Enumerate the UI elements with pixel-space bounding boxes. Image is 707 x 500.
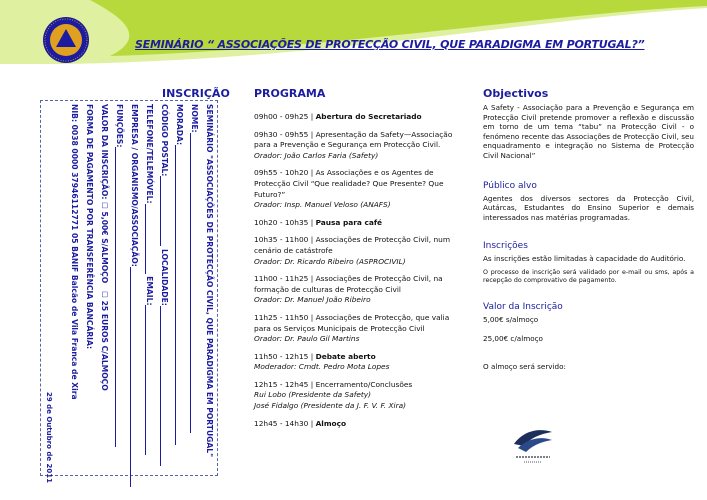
protection-civil-logo (42, 16, 90, 64)
programa-heading: PROGRAMA (254, 87, 326, 100)
programme-speaker: Orador: Dr. Ricardo Ribeiro (ASPROCIVIL) (254, 256, 406, 266)
programme-item: 11h50 - 12h15 | Debate aberto Moderador: Cmdt. Pedro Mota Lopes (254, 352, 460, 373)
form-name-label: NOME: (190, 104, 199, 133)
programme-speaker: Orador: João Carlos Faria (Safety) (254, 150, 379, 160)
form-postal-label: CÓDIGO POSTAL: (160, 104, 169, 177)
restaurant-logo (510, 420, 556, 466)
role-field[interactable] (115, 147, 123, 447)
form-payment-label: FORMA DE PAGAMENTO POR TRANSFERÊNCIA BANCÁRIA: (85, 104, 94, 350)
programme-time: 11h25 - 11h50 (254, 312, 309, 322)
programme-time: 10h35 - 11h00 (254, 235, 309, 245)
programme-item: 10h20 - 10h35 | Pausa para café (254, 217, 383, 227)
programme-item: 11h25 - 11h50 | Associações de Protecção, que valia para os Serviços Municipais de Protecção Civil Orador: Dr. Paulo Gil Martins (254, 313, 460, 345)
inscricao-heading: INSCRIÇÃO (162, 87, 230, 100)
objectives-text: A Safety - Associação para a Prevenção e Segurança em Protecção Civil pretende promover a reflexão e discussão em torno de um tema “tabu” na Protecção Civil - o fenómeno recente das Associações de Protecção Civil, seu enquadramento e integração no Sistema de Protecção Civil Nacional” (483, 103, 694, 160)
audience-heading: Público alvo (483, 180, 537, 191)
programme-time: 12h15 - 12h45 (254, 379, 309, 389)
form-phone-label: TELEFONE/TELEMÓVEL: (145, 104, 154, 204)
programme-time: 09h55 - 10h20 (254, 168, 309, 178)
option-with-lunch: 25 EUROS C/ALMOÇO (100, 300, 109, 391)
price-no-lunch: 5,00€ s/almoço (483, 314, 539, 324)
form-email-label: EMAIL: (145, 276, 154, 306)
registration-form (48, 104, 214, 472)
form-role-label: FUNÇÕES: (115, 104, 124, 148)
programme-speaker: Rui Lobo (Presidente da Safety) José Fidalgo (Presidente da J. F. V. F. Xira) (254, 390, 407, 411)
checkbox-with-lunch[interactable]: ☐ (100, 291, 109, 298)
programme-item: 12h15 - 12h45 | Encerramento/Conclusões Rui Lobo (Presidente da Safety) José Fidalgo (Presidente da J. F. V. F. Xira) (254, 380, 460, 412)
programme-item: 09h30 - 09h55 | Apresentação da Safety—Associação para a Prevenção e Segurança em Protecção Civil. Orador: João Carlos Faria (Safety) (254, 130, 460, 162)
address-field[interactable] (175, 145, 183, 445)
programme-title: Apresentação da Safety—Associação para a Prevenção e Segurança em Protecção Civil. (254, 129, 453, 150)
programme-speaker: Moderador: Cmdt. Pedro Mota Lopes (254, 362, 390, 372)
registration-note: O processo de inscrição será validado por e-mail ou sms, após a recepção do comprovativo de pagamento. (483, 268, 694, 285)
objectives-heading: Objectivos (483, 87, 549, 100)
postal-code-field[interactable] (160, 176, 168, 246)
registration-text: As inscrições estão limitadas à capacidade do Auditório. (483, 254, 686, 264)
programme-list (254, 112, 460, 436)
form-nib: NIB: 0038 0000 37946112771 05 BANIF Balcão de Vila Franca de Xira (70, 104, 79, 400)
programme-time: 12h45 - 14h30 (254, 418, 309, 428)
lunch-label: O almoço será servido: (483, 361, 566, 371)
programme-time: 11h50 - 12h15 (254, 351, 309, 361)
seminar-title: SEMINÁRIO “ ASSOCIAÇÕES DE PROTECÇÃO CIVIL, QUE PARADIGMA EM PORTUGAL?” (135, 38, 645, 51)
form-company-label: EMPRESA / ORGANISMO/ASSOCIAÇÃO: (130, 104, 139, 267)
programme-item: 12h45 - 14h30 | Almoço (254, 418, 347, 428)
email-field[interactable] (145, 305, 153, 455)
company-field[interactable] (130, 267, 138, 487)
programme-speaker: Orador: Insp. Manuel Veloso (ANAFS) (254, 200, 391, 210)
programme-title: Pausa para café (315, 217, 383, 227)
event-date: 29 de Outubro de 2011 (45, 392, 53, 484)
programme-time: 09h30 - 09h55 (254, 129, 309, 139)
programme-title: Associações de Protecção Civil, na formação de culturas de Protecção Civil (254, 274, 443, 294)
programme-item: 09h00 - 09h25 | Abertura do Secretariado (254, 112, 422, 121)
phone-field[interactable] (145, 204, 153, 274)
programme-title: As Associações e os Agentes de Protecção Civil “Que realidade? Que Presente? Que Futuro?” (254, 168, 444, 199)
programme-title: Abertura do Secretariado (315, 112, 422, 121)
programme-item: 09h55 - 10h20 | As Associações e os Agentes de Protecção Civil “Que realidade? Que Presente? Que Futuro?” Orador: Insp. Manuel Veloso (ANAFS) (254, 168, 460, 210)
programme-time: 11h00 - 11h25 (254, 274, 309, 284)
locality-field[interactable] (160, 306, 168, 466)
programme-speaker: Orador: Dr. Manuel João Ribeiro (254, 295, 371, 305)
programme-title: Associações de Protecção Civil, num cenário de catástrofe (254, 235, 451, 255)
name-field[interactable] (190, 133, 198, 433)
checkbox-no-lunch[interactable]: ☐ (100, 202, 109, 209)
option-no-lunch: 5,00€ S/ALMOÇO (100, 211, 109, 284)
programme-title: Encerramento/Conclusões (315, 379, 413, 389)
registration-heading: Inscrições (483, 241, 528, 252)
programme-item: 11h00 - 11h25 | Associações de Protecção Civil, na formação de culturas de Protecção Civil Orador: Dr. Manuel João Ribeiro (254, 274, 460, 306)
programme-title: Almoço (315, 418, 347, 428)
programme-item: 10h35 - 11h00 | Associações de Protecção Civil, num cenário de catástrofe Orador: Dr. Ricardo Ribeiro (ASPROCIVIL) (254, 235, 460, 267)
form-address-label: MORADA: (175, 104, 184, 146)
programme-time: 10h20 - 10h35 (254, 217, 309, 227)
price-heading: Valor da Inscrição (483, 301, 563, 312)
audience-text: Agentes dos diversos sectores da Protecção Civil, Autárcas, Estudantes do Ensino Superior e demais interessados nas matérias programadas. (483, 193, 694, 222)
price-with-lunch: 25,00€ c/almoço (483, 334, 543, 344)
info-column (483, 103, 694, 372)
form-fee-label: VALOR DA INSCRIÇÃO: (100, 104, 109, 200)
form-seminar-line: SEMINÁRIO "ASSOCIAÇÕES DE PROTECÇÃO CIVIL, QUE PARADIGMA EM PORTUGAL" (205, 104, 214, 458)
programme-title: Associações de Protecção, que valia para os Serviços Municipais de Protecção Civil (254, 312, 450, 333)
form-locality-label: LOCALIDADE: (160, 248, 169, 306)
programme-title: Debate aberto (315, 351, 376, 361)
programme-time: 09h00 - 09h25 (254, 112, 309, 121)
programme-speaker: Orador: Dr. Paulo Gil Martins (254, 334, 360, 344)
